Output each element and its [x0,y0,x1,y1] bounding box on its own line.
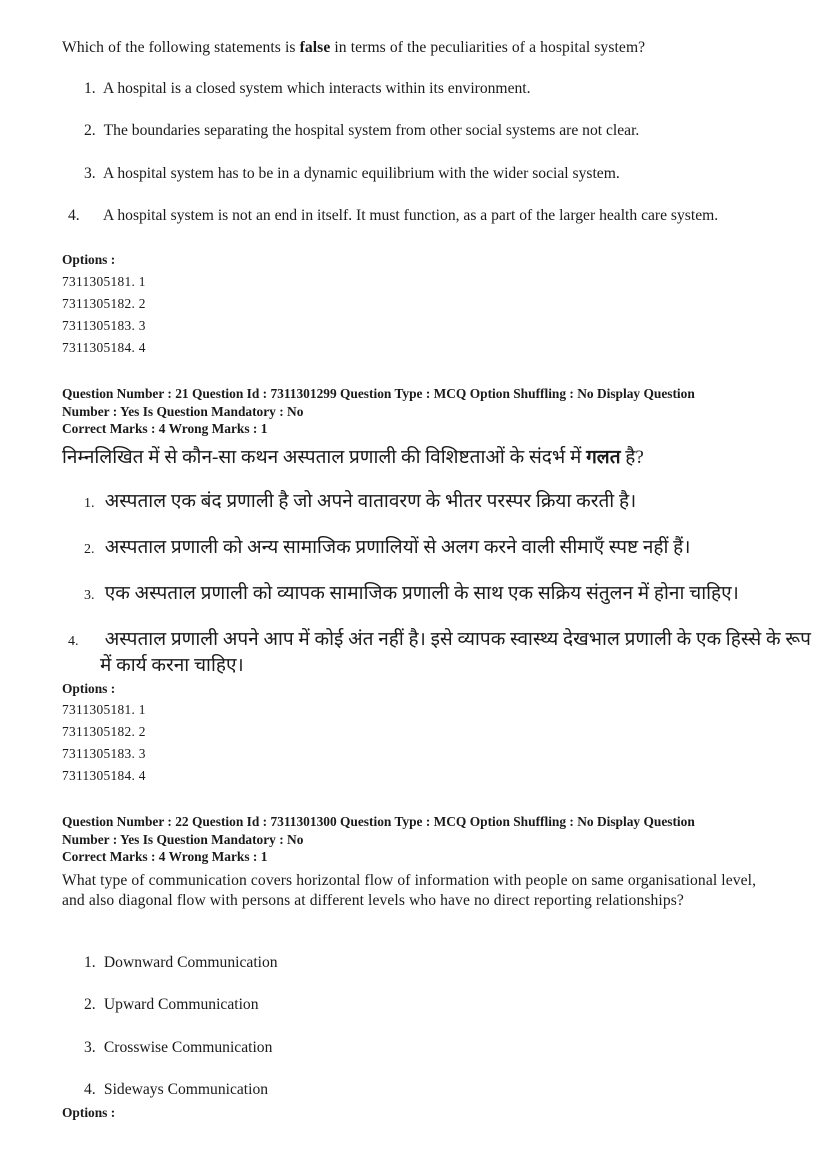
q22-marks: Correct Marks : 4 Wrong Marks : 1 [62,849,268,864]
q20-option-1: 7311305181. 1 [62,274,146,289]
q20-item-2: 2. The boundaries separating the hospital system from other social systems are not clear. [84,122,640,139]
q21-item-1: 1. अस्पताल एक बंद प्रणाली है जो अपने वातावरण के भीतर परस्पर क्रिया करती है। [84,491,637,512]
q20-keyword: false [299,39,331,56]
q21-option-2: 7311305182. 2 [62,724,146,739]
q20-option-3: 7311305183. 3 [62,318,146,333]
q21-option-1: 7311305181. 1 [62,702,146,717]
q20-option-4: 7311305184. 4 [62,340,146,355]
q20-item-1: 1. A hospital is a closed system which interacts within its environment. [84,80,531,97]
q21-item-2: 2. अस्पताल प्रणाली को अन्य सामाजिक प्रणालियों से अलग करने वाली सीमाएँ स्पष्ट नहीं हैं। [84,537,691,558]
q21-item-4: 4. अस्पताल प्रणाली अपने आप में कोई अंत नहीं है। इसे व्यापक स्वास्थ्य देखभाल प्रणाली के एक हिस्से के रूप में कार्य करना चाहिए। [68,629,811,676]
q22-options-label: Options : [62,1105,116,1120]
q21-meta-line-1: Question Number : 21 Question Id : 7311301299 Question Type : MCQ Option Shuffling : No Display Question [62,386,695,401]
q22-meta [62,813,782,866]
q22-item-1: 1. Downward Communication [84,954,278,971]
q21-option-3: 7311305183. 3 [62,746,146,761]
q20-options-label: Options : [62,252,116,267]
q22-question-text: What type of communication covers horizontal flow of information with people on same organisational level, and also diagonal flow with persons at different levels who have no direct reporting relationships? [62,872,757,909]
q21-meta [62,385,782,438]
q20-item-4: 4. A hospital system is not an end in itself. It must function, as a part of the larger health care system. [68,207,719,224]
q20-question-text: Which of the following statements is false in terms of the peculiarities of a hospital system? [62,39,646,56]
q21-item-3: 3. एक अस्पताल प्रणाली को व्यापक सामाजिक प्रणाली के साथ एक सक्रिय संतुलन में होना चाहिए। [84,583,739,604]
q22-meta-line-2: Number : Yes Is Question Mandatory : No [62,831,304,847]
q21-option-4: 7311305184. 4 [62,768,146,783]
q21-question-text: निम्नलिखित में से कौन-सा कथन अस्पताल प्रणाली की विशिष्टताओं के संदर्भ में गलत है? [62,447,644,468]
q21-options-label: Options : [62,681,116,696]
q22-item-2: 2. Upward Communication [84,996,259,1013]
q20-item-3: 3. A hospital system has to be in a dynamic equilibrium with the wider social system. [84,165,620,182]
q21-keyword: गलत [586,447,621,468]
q22-item-4: 4. Sideways Communication [84,1081,269,1098]
q21-meta-line-2: Number : Yes Is Question Mandatory : No [62,403,304,419]
q22-item-3: 3. Crosswise Communication [84,1039,273,1056]
q20-option-2: 7311305182. 2 [62,296,146,311]
q22-meta-line-1: Question Number : 22 Question Id : 7311301300 Question Type : MCQ Option Shuffling : No Display Question [62,814,695,829]
q21-marks: Correct Marks : 4 Wrong Marks : 1 [62,421,268,436]
